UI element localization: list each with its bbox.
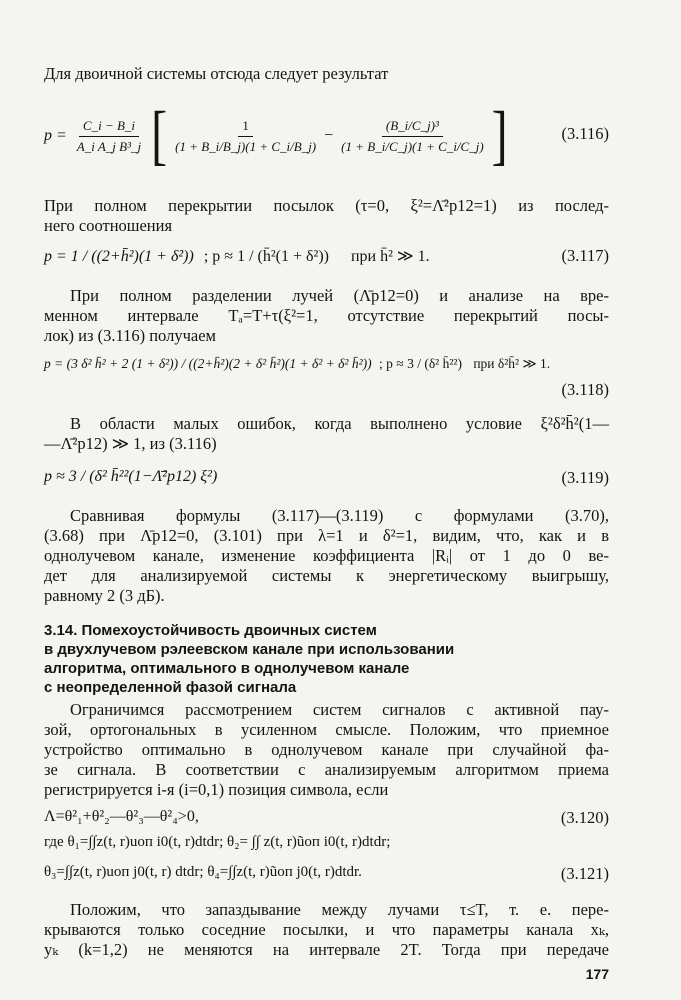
p4-line-4: дет для анализируемой системы к энергетическому выигрышу, bbox=[44, 566, 609, 585]
section-title-line-4: с неопределенной фазой сигнала bbox=[44, 679, 297, 696]
p4-line-3: однолучевом канале, изменение коэффициента |Rᵢ| от 1 до 0 ве- bbox=[44, 546, 609, 565]
eq118-part-a: p = (3 δ² h̄² + 2 (1 + δ²)) / ((2+h̄²)(2 + δ² h̄²)(1 + δ² + δ² h̄²)) bbox=[44, 356, 372, 371]
eq120-part-a: Λ=θ²₁+θ²₂—θ²₃—θ²₄>0, bbox=[44, 808, 199, 825]
eq119-number: (3.119) bbox=[561, 468, 609, 487]
eq121-part-a: где θ₁=∫∫z(t, r)uоп i0(t, r)dtdr; θ₂= ∫∫ z(t, r)ũоп i0(t, r)dtdr; bbox=[44, 834, 391, 850]
eq116-term2-den: (1 + B_i/C_j)(1 + C_i/C_j) bbox=[341, 138, 484, 154]
p4-line-5: равному 2 (3 дБ). bbox=[44, 586, 165, 605]
p1-line-2: него соотношения bbox=[44, 216, 173, 235]
equation-3-121-line-1 bbox=[44, 834, 390, 851]
p3-line-2: —Λ̄²p12) ≫ 1, из (3.116) bbox=[44, 434, 217, 453]
equation-3-117 bbox=[44, 246, 430, 266]
p5-line-3: устройство оптимально в однолучевом канале при случайной фа- bbox=[44, 740, 609, 759]
eq118-number: (3.118) bbox=[561, 380, 609, 399]
eq117-number: (3.117) bbox=[561, 246, 609, 265]
section-title-line-2: в двухлучевом рэлеевском канале при использовании bbox=[44, 641, 455, 658]
p3-line-1: В области малых ошибок, когда выполнено условие ξ²δ²h̄²(1— bbox=[70, 414, 609, 433]
p1-line-1: При полном перекрытии посылок (τ=0, ξ²=Λ̄²p12=1) из послед- bbox=[44, 196, 609, 215]
p5-line-1: Ограничимся рассмотрением систем сигналов с активной пау- bbox=[70, 700, 609, 719]
p4-line-1: Сравнивая формулы (3.117)—(3.119) с формулами (3.70), bbox=[70, 506, 609, 525]
p6-line-1: Положим, что запаздывание между лучами τ≤T, т. е. пере- bbox=[70, 900, 609, 919]
equation-3-119 bbox=[44, 468, 217, 486]
p6-line-3: yₖ (k=1,2) не меняются на интервале 2T. Тогда при передаче bbox=[44, 940, 609, 959]
eq121-number: (3.121) bbox=[560, 864, 609, 883]
section-title-line-1: 3.14. Помехоустойчивость двоичных систем bbox=[44, 622, 377, 639]
minus-sign: − bbox=[324, 127, 334, 144]
eq117-condition: при h̄² ≫ 1. bbox=[350, 248, 430, 265]
eq116-coefficient bbox=[73, 118, 145, 155]
eq116-coef-den: A_i A_j B³_j bbox=[76, 138, 142, 154]
p5-line-5: регистрируется i-я (i=0,1) позиция символа, если bbox=[44, 780, 389, 799]
p2-line-1: При полном разделении лучей (Λ̄p12=0) и анализе на вре- bbox=[70, 286, 609, 305]
eq116-term2-num: (B_i/C_j)³ bbox=[382, 118, 443, 137]
p2-line-2: менном интервале Tₐ=T+τ(ξ²=1, отсутствие перекрытий посы- bbox=[44, 306, 609, 325]
eq121-part-b: θ₃=∫∫z(t, r)uоп j0(t, r) dtdr; θ₄=∫∫z(t, r)ũоп j0(t, r)dtdr. bbox=[44, 864, 362, 880]
p2-line-3: лок) из (3.116) получаем bbox=[44, 326, 216, 345]
eq116-term2 bbox=[337, 118, 488, 155]
p6-line-2: крываются только соседние посылки, и что параметры канала xₖ, bbox=[44, 920, 609, 939]
eq118-condition: при δ²h̄² ≫ 1. bbox=[473, 356, 551, 371]
right-bracket: ] bbox=[491, 98, 508, 173]
equation-3-120 bbox=[44, 808, 199, 826]
eq120-number: (3.120) bbox=[560, 808, 609, 827]
eq117-part-a: p = 1 / ((2+h̄²)(1 + δ²)) bbox=[44, 248, 194, 265]
eq116-coef-num: C_i − B_i bbox=[79, 118, 139, 137]
eq116-number: (3.116) bbox=[561, 124, 609, 143]
eq117-part-b: ; p ≈ 1 / (h̄²(1 + δ²)) bbox=[203, 248, 329, 265]
eq116-term1-num: 1 bbox=[238, 118, 253, 137]
intro-line: Для двоичной системы отсюда следует результат bbox=[44, 64, 389, 83]
section-title-line-3: алгоритма, оптимального в однолучевом канале bbox=[44, 660, 410, 677]
p5-line-2: зой, ортогональных в усиленном смысле. Положим, что приемное bbox=[44, 720, 609, 739]
eq119-part-a: p ≈ 3 / (δ² h̄²²(1−Λ̄²p12) ξ²) bbox=[44, 468, 218, 485]
equation-3-121-line-2 bbox=[44, 864, 362, 881]
page-number: 177 bbox=[585, 966, 609, 982]
p4-line-2: (3.68) при Λ̄p12=0, (3.101) при λ=1 и δ²=1, видим, что, как и в bbox=[44, 526, 609, 545]
p5-line-4: зе сигнала. В соответствии с анализируемым алгоритмом приема bbox=[44, 760, 609, 779]
equation-3-118 bbox=[44, 356, 550, 372]
eq116-lhs: p = bbox=[44, 127, 67, 144]
eq116-term1 bbox=[171, 118, 320, 155]
eq116-term1-den: (1 + B_i/B_j)(1 + C_i/B_j) bbox=[175, 138, 317, 154]
left-bracket: [ bbox=[151, 98, 168, 173]
equation-3-116 bbox=[44, 96, 508, 176]
eq118-part-b: ; p ≈ 3 / (δ² h̄²²) bbox=[379, 356, 462, 371]
